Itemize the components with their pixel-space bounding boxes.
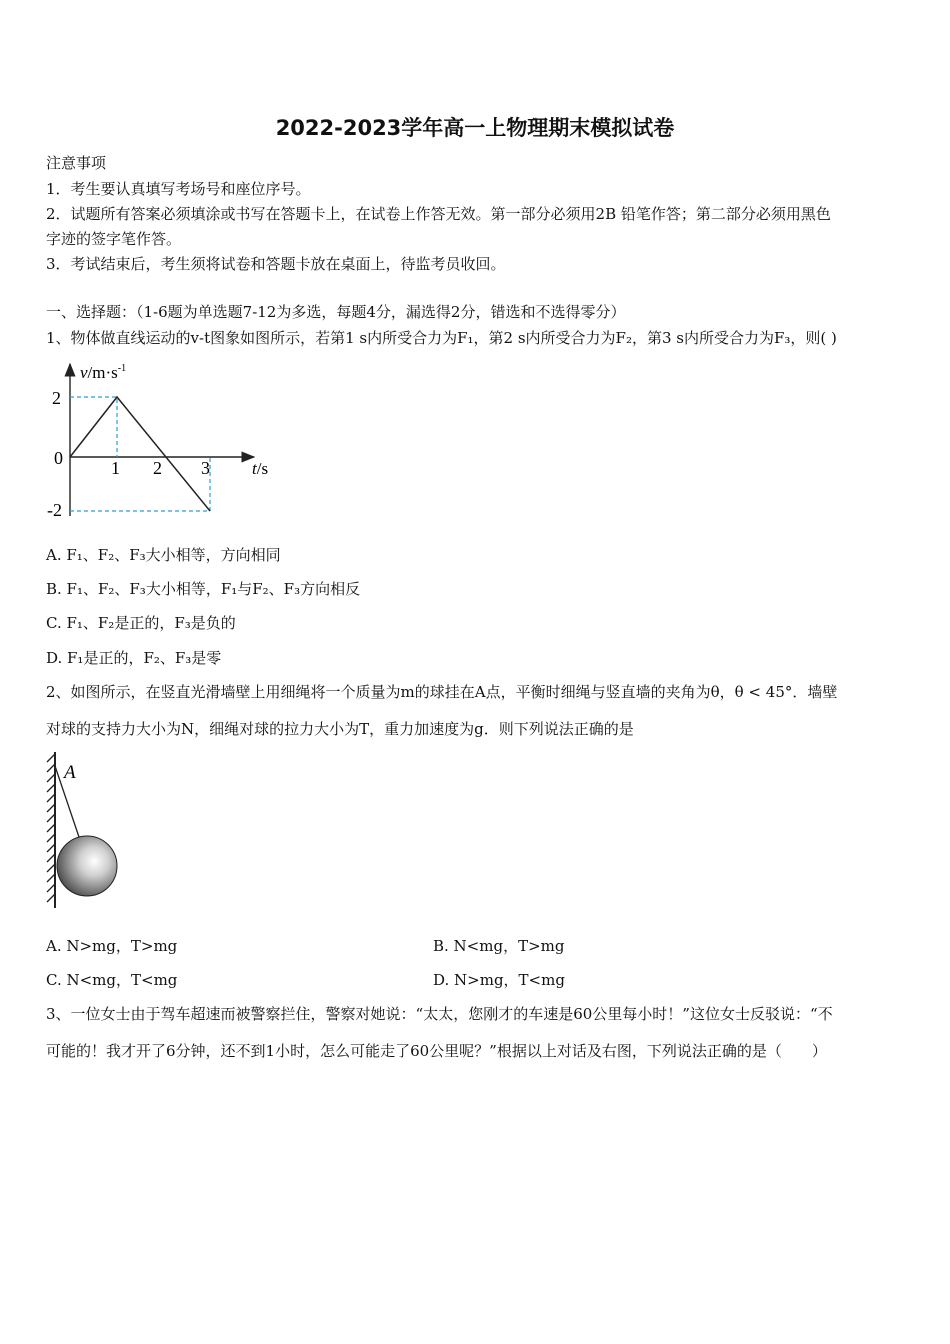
q1-option-a: A. F₁、F₂、F₃大小相等，方向相同	[46, 546, 281, 564]
notice-heading: 注意事项	[46, 154, 107, 172]
dash-guide-bottom	[70, 457, 210, 511]
question-2-stem-line2: 对球的支持力大小为N，细绳对球的拉力大小为T，重力加速度为g．则下列说法正确的是	[46, 720, 634, 738]
question-3-stem-line1: 3、一位女士由于驾车超速而被警察拦住，警察对她说：“太太，您刚才的车速是60公里每小时！”这位女士反驳说：“不	[46, 1005, 833, 1023]
q2-option-d: D. N>mg，T<mg	[433, 971, 565, 989]
q2-option-b: B. N<mg，T>mg	[433, 937, 565, 955]
q2-option-c: C. N<mg，T<mg	[46, 971, 178, 989]
q1-option-b: B. F₁、F₂、F₃大小相等，F₁与F₂、F₃方向相反	[46, 580, 361, 598]
section-heading: 一、选择题：（1-6题为单选题7-12为多选，每题4分，漏选得2分，错选和不选得零分）	[46, 303, 626, 321]
x-tick-label: 1	[111, 458, 120, 478]
notice-item: 3．考试结束后，考生须将试卷和答题卡放在桌面上，待监考员收回。	[46, 255, 506, 273]
notice-item: 2．试题所有答案必须填涂或书写在答题卡上，在试卷上作答无效。第一部分必须用2B 铅笔作答；第二部分必须用黑色	[46, 205, 831, 223]
question-1-stem: 1、物体做直线运动的v-t图象如图所示，若第1 s内所受合力为F₁，第2 s内所受合力为F₂，第3 s内所受合力为F₃，则( )	[46, 329, 837, 347]
notice-item: 1．考生要认真填写考场号和座位序号。	[46, 180, 311, 198]
point-a-label: A	[64, 762, 76, 783]
x-tick-label: 2	[153, 458, 162, 478]
vt-graph	[44, 356, 294, 526]
ball	[57, 836, 117, 896]
y-axis-label: $v/m\cdot s^{-1}$	[80, 363, 127, 382]
y-tick-label: 0	[54, 448, 63, 468]
notice-item: 字迹的签字笔作答。	[46, 230, 182, 248]
question-3-stem-line2: 可能的！我才开了6分钟，还不到1小时，怎么可能走了60公里呢？”根据以上对话及右图，下列说法正确的是（ ）	[46, 1042, 827, 1060]
x-tick-label: 3	[201, 458, 210, 478]
y-tick-label: 2	[52, 388, 61, 408]
y-tick-label: -2	[47, 500, 62, 520]
x-axis-label: t/s	[252, 459, 269, 478]
question-2-stem-line1: 2、如图所示，在竖直光滑墙壁上用细绳将一个质量为m的球挂在A点，平衡时细绳与竖直墙的夹角为θ，θ < 45°．墙壁	[46, 683, 838, 701]
page-title: 2022-2023学年高一上物理期末模拟试卷	[275, 116, 675, 140]
velocity-line	[70, 397, 210, 511]
q1-option-c: C. F₁、F₂是正的，F₃是负的	[46, 614, 236, 632]
q2-option-a: A. N>mg，T>mg	[46, 937, 178, 955]
wall-hatching	[47, 754, 55, 902]
q1-option-d: D. F₁是正的，F₂、F₃是零	[46, 649, 222, 667]
wall-ball-figure	[44, 748, 134, 913]
